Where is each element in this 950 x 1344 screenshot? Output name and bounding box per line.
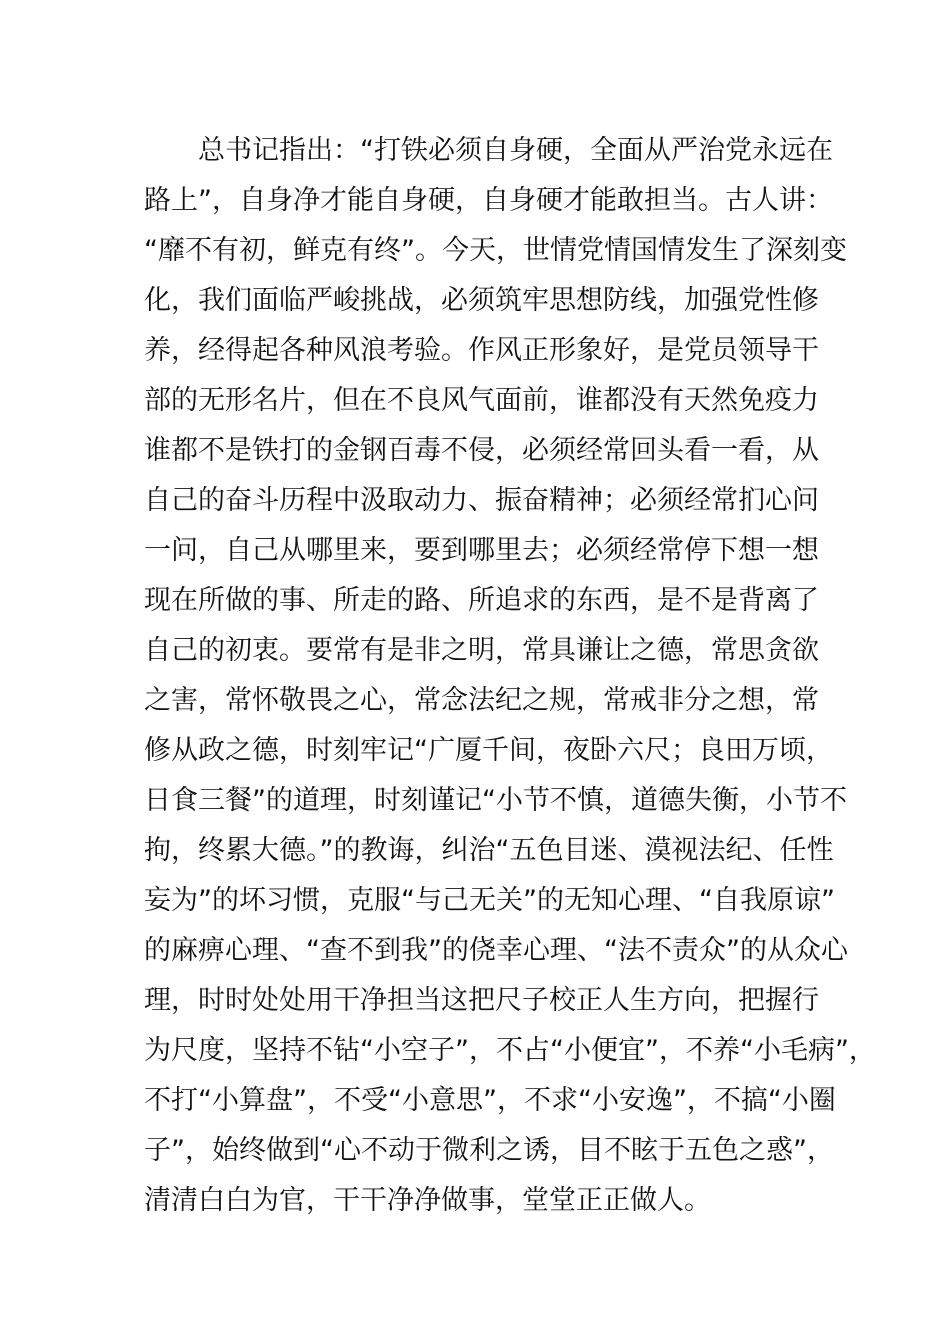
paragraph-line: 拘，终累大德。”的教诲，纠治“五色目迷、漠视法纪、任性 <box>144 835 834 866</box>
paragraph-line: 清清白白为官，干干净净做事，堂堂正正做人。 <box>144 1185 711 1216</box>
paragraph-line: 为尺度，坚持不钻“小空子”，不占“小便宜”，不养“小毛病”， <box>144 1035 876 1066</box>
paragraph-line: 自己的初衷。要常有是非之明，常具谦让之德，常思贪欲 <box>144 635 819 666</box>
paragraph-line: 不打“小算盘”，不受“小意思”，不求“小安逸”，不搞“小圈 <box>144 1085 836 1116</box>
paragraph-line: 子”，始终做到“心不动于微利之诱，目不眩于五色之惑”， <box>144 1135 834 1166</box>
paragraph-line: 现在所做的事、所走的路、所追求的东西，是不是背离了 <box>144 585 819 616</box>
paragraph-line: “靡不有初，鲜克有终”。今天，世情党情国情发生了深刻变 <box>144 235 847 266</box>
paragraph-line: 自己的奋斗历程中汲取动力、振奋精神；必须经常扪心问 <box>144 485 819 516</box>
paragraph-line: 路上”，自身净才能自身硬，自身硬才能敢担当。古人讲： <box>144 185 833 216</box>
paragraph-line: 理，时时处处用干净担当这把尺子校正人生方向，把握行 <box>144 985 819 1016</box>
paragraph-line: 总书记指出：“打铁必须自身硬，全面从严治党永远在 <box>198 135 833 166</box>
paragraph-line: 日食三餐”的道理，时刻谨记“小节不慎，道德失衡，小节不 <box>144 785 847 816</box>
paragraph-line: 部的无形名片，但在不良风气面前，谁都没有天然免疫力 <box>144 385 819 416</box>
paragraph-line: 谁都不是铁打的金钢百毒不侵，必须经常回头看一看，从 <box>144 435 819 466</box>
paragraph-line: 一问，自己从哪里来，要到哪里去；必须经常停下想一想 <box>144 535 819 566</box>
paragraph-line: 的麻痹心理、“查不到我”的侥幸心理、“法不责众”的从众心 <box>144 935 848 966</box>
paragraph-line: 养，经得起各种风浪考验。作风正形象好，是党员领导干 <box>144 335 819 366</box>
paragraph-line: 妄为”的坏习惯，克服“与己无关”的无知心理、“自我原谅” <box>144 885 835 916</box>
paragraph-line: 化，我们面临严峻挑战，必须筑牢思想防线，加强党性修 <box>144 285 819 316</box>
body-paragraph <box>144 126 876 1226</box>
paragraph-line: 修从政之德，时刻牢记“广厦千间，夜卧六尺；良田万顷， <box>144 735 833 766</box>
paragraph-line: 之害，常怀敬畏之心，常念法纪之规，常戒非分之想，常 <box>144 685 819 716</box>
